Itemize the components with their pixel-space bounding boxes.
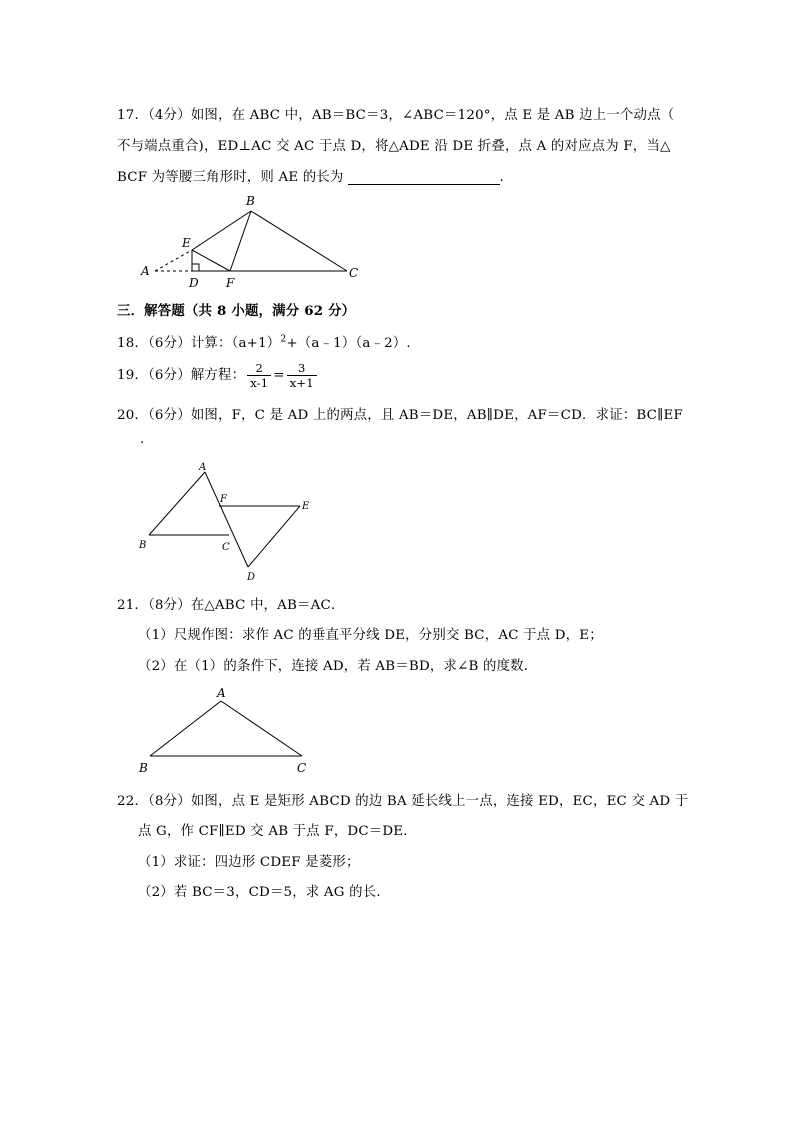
q21-segment-AC xyxy=(221,701,302,756)
q19-denominator-right: x+1 xyxy=(289,376,314,390)
q17-line-3 xyxy=(117,166,504,185)
q20-label-D: D xyxy=(247,572,256,583)
q17-line-2: 不与端点重合)，ED⊥AC 交 AC 于点 D，将△ADE 沿 DE 折叠，点 A 的对应点为 F，当△ xyxy=(117,139,671,154)
q17-label-D: D xyxy=(189,276,199,290)
q19-fraction-left xyxy=(247,361,271,390)
q22-part-2: （2）若 BC＝3，CD＝5，求 AG 的长． xyxy=(138,885,390,900)
section-3-title: 三．解答题（共 8 小题，满分 62 分） xyxy=(117,303,356,319)
q20-line-2: . xyxy=(140,432,145,447)
q21-part-2: （2）在（1）的条件下，连接 AD，若 AB＝BD，求∠B 的度数． xyxy=(138,659,538,674)
q18-exponent: 2 xyxy=(280,334,287,345)
q17-line-3-text: BCF 为等腰三角形时，则 AE 的长为 xyxy=(117,170,344,185)
q17-segment-EB xyxy=(192,211,251,250)
q20-segment-AB xyxy=(149,472,205,535)
q18-suffix: +（a﹣1）（a﹣2）. xyxy=(286,336,411,351)
q22-line-2: 点 G，作 CF∥ED 交 AB 于点 F，DC＝DE． xyxy=(138,824,417,839)
q17-label-F: F xyxy=(226,276,235,290)
q17-segment-BF xyxy=(230,211,251,271)
q21-part-1: （1）尺规作图：求作 AC 的垂直平分线 DE，分别交 BC，AC 于点 D，E； xyxy=(138,628,603,643)
q19-equals: = xyxy=(273,368,285,383)
q20-figure xyxy=(135,460,325,585)
q17-segment-BC xyxy=(251,211,347,271)
q20-label-C: C xyxy=(222,542,230,553)
q21-label-C: C xyxy=(297,761,307,775)
q19-denominator-left: x-1 xyxy=(250,376,269,390)
q20-line-1: 20．（6分）如图，F，C 是 AD 上的两点，且 AB＝DE，AB∥DE，AF＝CD．求证：BC∥EF xyxy=(117,408,683,423)
q17-segment-AE-dashed xyxy=(155,250,192,271)
q21-line-1: 21．（8分）在△ABC 中，AB＝AC． xyxy=(117,598,345,613)
q22-part-1: （1）求证：四边形 CDEF 是菱形； xyxy=(138,855,360,870)
q21-segment-AB xyxy=(150,701,221,756)
q17-segment-EF xyxy=(192,250,230,271)
q17-right-angle-mark xyxy=(192,264,199,271)
q18-prefix: 18．（6分）计算：（a+1） xyxy=(117,336,281,351)
q22-line-1: 22．（8分）如图，点 E 是矩形 ABCD 的边 BA 延长线上一点，连接 ED，EC，EC 交 AD 于 xyxy=(117,794,689,809)
q21-figure xyxy=(135,684,335,779)
q20-label-A: A xyxy=(199,462,207,473)
q21-label-A: A xyxy=(217,686,226,700)
q19-numerator-right: 3 xyxy=(287,361,317,376)
q17-label-B: B xyxy=(246,194,255,208)
q20-label-E: E xyxy=(302,501,310,512)
q20-label-B: B xyxy=(139,540,147,551)
q19-numerator-left: 2 xyxy=(247,361,271,376)
q20-segment-ED xyxy=(248,506,300,567)
q21-label-B: B xyxy=(139,761,148,775)
q17-line-3-end: . xyxy=(499,170,504,185)
q17-line-1: 17．（4分）如图，在 ABC 中，AB＝BC＝3，∠ABC＝120°，点 E 是 AB 边上一个动点（ xyxy=(117,108,675,123)
q17-figure xyxy=(135,192,375,292)
q18-line xyxy=(117,332,411,351)
q17-label-C: C xyxy=(349,266,359,280)
q20-label-F: F xyxy=(220,494,227,505)
q19-line xyxy=(117,361,319,390)
q17-answer-blank xyxy=(348,170,500,185)
q17-label-A: A xyxy=(141,264,150,278)
q19-fraction-right xyxy=(287,361,317,390)
q17-label-E: E xyxy=(182,236,191,250)
q19-prefix: 19．（6分）解方程： xyxy=(117,368,246,383)
